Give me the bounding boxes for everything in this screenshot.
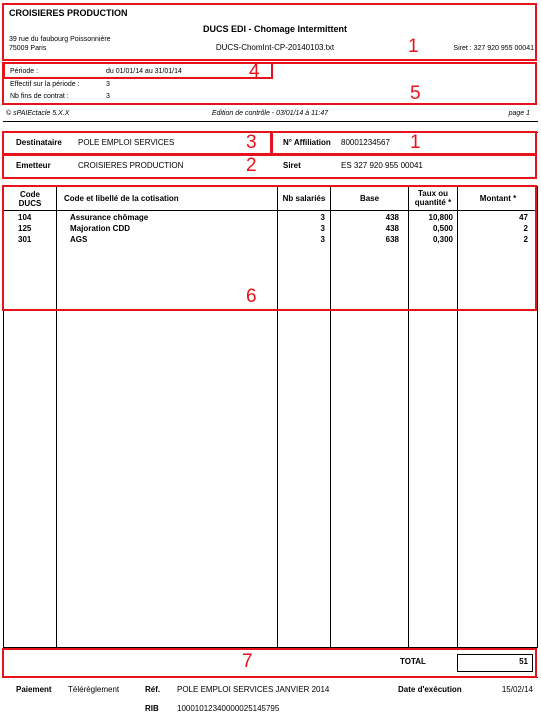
rib-value: 10001012340000025145795 (177, 704, 280, 713)
row-3-taux: 0,300 (432, 235, 453, 244)
periode-label: Période : (10, 68, 39, 75)
row-1-taux: 10,800 (428, 213, 453, 222)
row-2-nb: 3 (320, 224, 325, 233)
annotation-box-6-cotisations (2, 185, 537, 311)
annotation-box-1-header (2, 3, 537, 61)
row-1-nb: 3 (320, 213, 325, 222)
annotation-number-7: 7 (242, 651, 253, 672)
paiement-label: Paiement (16, 685, 52, 694)
row-1-montant: 47 (519, 213, 528, 222)
effectif-value: 3 (106, 81, 110, 88)
row-3-base: 638 (385, 235, 399, 244)
company-name: CROISIERES PRODUCTION (9, 8, 128, 18)
row-1-code: 104 (18, 213, 32, 222)
annotation-number-1b: 1 (410, 132, 421, 153)
company-address-line1: 39 rue du faubourg Poissonnière (9, 36, 111, 43)
annotation-number-1a: 1 (408, 36, 419, 57)
annotation-box-3-destinataire (2, 131, 272, 155)
annotation-box-2-emetteur (2, 154, 537, 179)
row-3-libelle: AGS (70, 235, 88, 244)
header-siret: Siret : 327 920 955 00041 (453, 45, 534, 52)
total-label: TOTAL (400, 657, 426, 666)
emetteur-value: CROISIERES PRODUCTION (78, 161, 184, 170)
edition-divider (3, 121, 538, 122)
total-value: 51 (519, 657, 528, 666)
annotation-box-7-total (2, 648, 537, 678)
row-2-libelle: Majoration CDD (70, 224, 130, 233)
header-taux-line1: Taux ou (417, 189, 449, 198)
nb-fins-label: Nb fins de contrat : (10, 93, 69, 100)
annotation-number-5: 5 (410, 83, 421, 104)
ref-label: Réf. (145, 685, 161, 694)
annotation-number-4: 4 (249, 61, 260, 82)
row-2-taux: 0,500 (432, 224, 453, 233)
annotation-number-6: 6 (246, 286, 257, 307)
header-libelle: Code et libellé de la cotisation (64, 194, 179, 203)
nb-fins-value: 3 (106, 93, 110, 100)
edition-info: Edition de contrôle - 03/01/14 à 11:47 (211, 110, 329, 117)
rib-label: RIB (145, 704, 159, 713)
row-2-code: 125 (18, 224, 32, 233)
destinataire-label: Destinataire (16, 138, 62, 147)
affiliation-value: 80001234567 (341, 138, 390, 147)
date-execution-value: 15/02/14 (501, 685, 533, 694)
row-3-nb: 3 (320, 235, 325, 244)
effectif-label: Effectif sur la période : (10, 81, 80, 88)
periode-value: du 01/01/14 au 31/01/14 (106, 68, 182, 75)
file-name: DUCS-ChomInt-CP-20140103.txt (215, 43, 335, 52)
row-1-libelle: Assurance chômage (70, 213, 149, 222)
document-title: DUCS EDI - Chomage Intermittent (202, 24, 347, 34)
emetteur-siret-label: Siret (283, 161, 301, 170)
ref-value: POLE EMPLOI SERVICES JANVIER 2014 (177, 685, 330, 694)
annotation-number-2: 2 (246, 155, 257, 176)
header-code-line2: DUCS (18, 199, 42, 208)
header-montant: Montant * (479, 194, 517, 203)
row-1-base: 438 (385, 213, 399, 222)
page-number: page 1 (508, 110, 530, 117)
paiement-mode: Télérèglement (68, 685, 120, 694)
row-3-code: 301 (18, 235, 32, 244)
row-2-montant: 2 (523, 224, 528, 233)
header-nb-salaries: Nb salariés (282, 194, 326, 203)
affiliation-label: N° Affiliation (283, 138, 331, 147)
software-credit: © sPAIEctacle 5.X.X (6, 110, 70, 117)
header-taux-line2: quantité * (414, 198, 452, 207)
header-base: Base (359, 194, 380, 203)
company-address-line2: 75009 Paris (9, 45, 47, 52)
row-3-montant: 2 (523, 235, 528, 244)
annotation-box-1-affiliation (271, 131, 537, 155)
annotation-box-5-effectif (2, 62, 537, 105)
emetteur-siret-value: ES 327 920 955 00041 (341, 161, 423, 170)
row-2-base: 438 (385, 224, 399, 233)
annotation-number-3: 3 (246, 132, 257, 153)
header-code-line1: Code (20, 190, 40, 199)
destinataire-value: POLE EMPLOI SERVICES (78, 138, 175, 147)
date-execution-label: Date d'exécution (398, 685, 462, 694)
emetteur-label: Emetteur (16, 161, 51, 170)
